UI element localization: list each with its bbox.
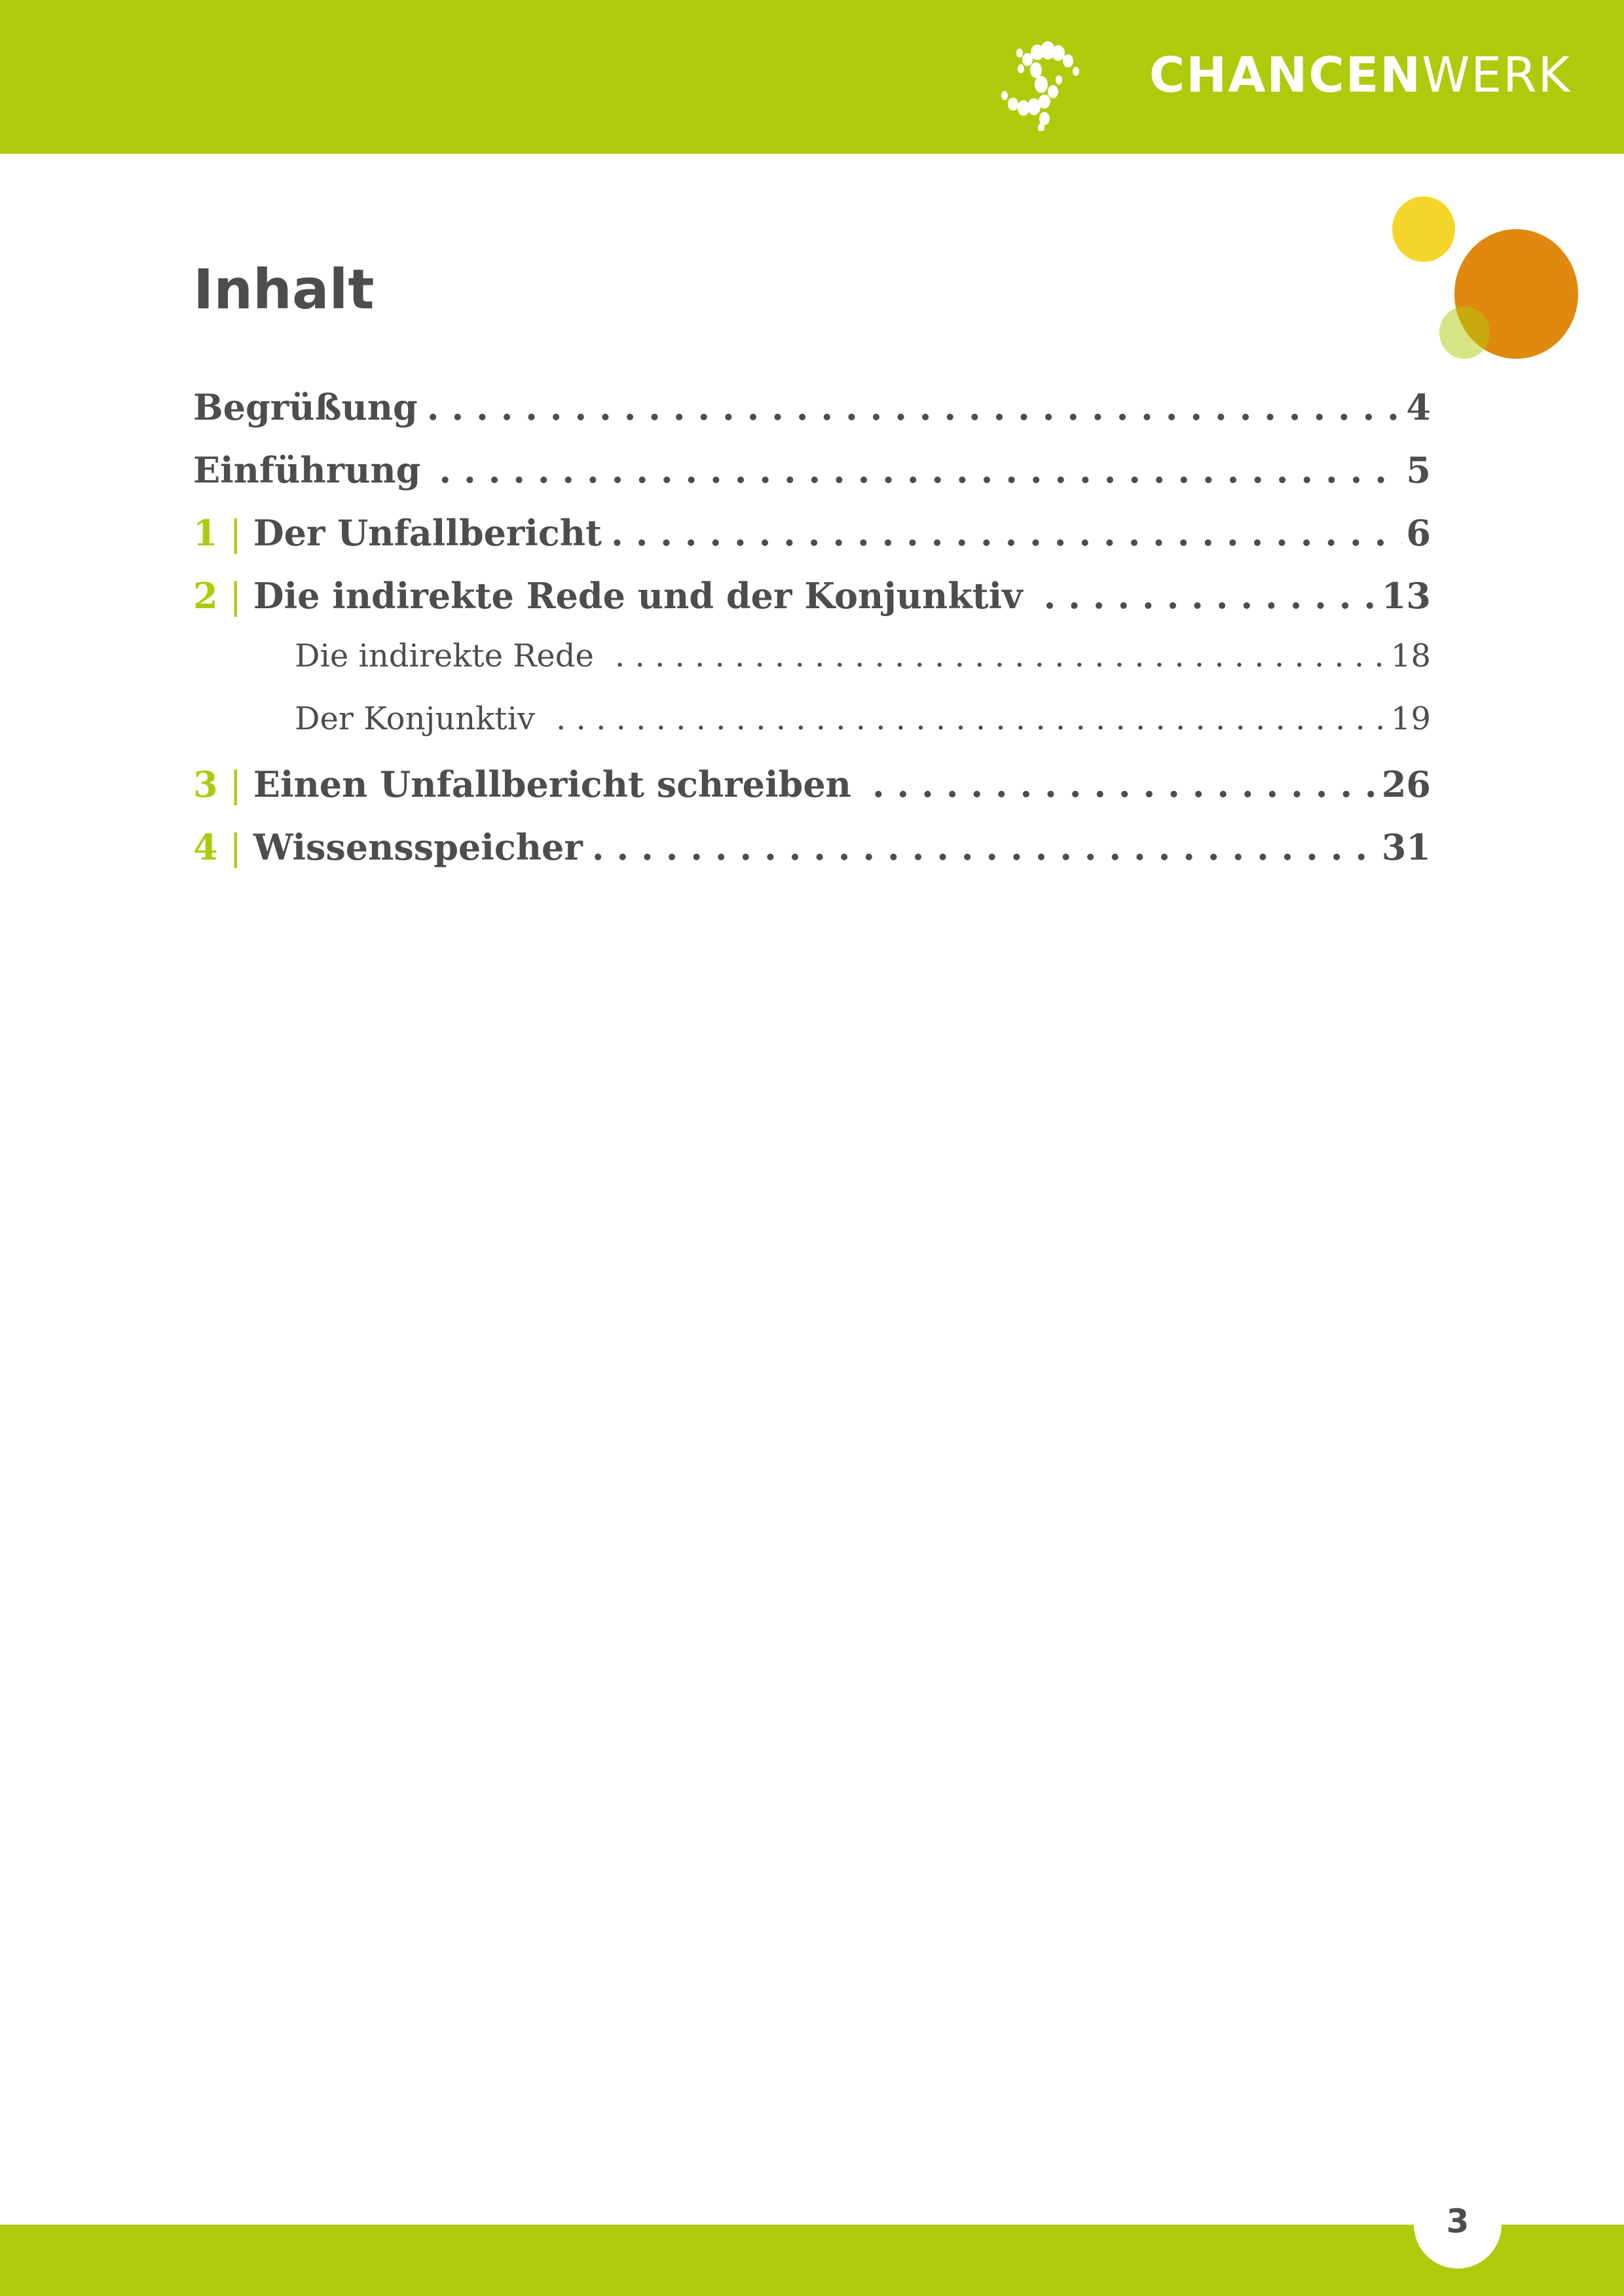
chapter-number: 3 (193, 763, 218, 805)
toc-entry-label: Der Unfallbericht (253, 512, 602, 554)
toc-page-number: 13 (1381, 575, 1431, 617)
toc-entry-einfuehrung[interactable] (193, 449, 1431, 512)
dot-leader (592, 826, 1378, 868)
chapter-separator: | (229, 513, 242, 554)
footer-bar (0, 2225, 1624, 2296)
chapter-separator: | (229, 827, 242, 868)
page-title: Inhalt (193, 257, 375, 321)
page-number: 3 (1446, 2202, 1469, 2240)
toc-entry-chapter-1[interactable] (193, 512, 1431, 575)
toc-page-number: 4 (1406, 386, 1431, 428)
toc-entry-label: Der Konjunktiv (295, 701, 536, 737)
toc-page-number: 31 (1381, 826, 1431, 868)
toc-entry-label: Wissensspeicher (253, 826, 583, 868)
toc-entry-label: Einführung (193, 449, 421, 491)
toc-entry-label: Einen Unfallbericht schreiben (253, 763, 851, 805)
toc-entry-label: Die indirekte Rede (295, 638, 594, 674)
toc-entry-label: Die indirekte Rede und der Konjunktiv (253, 575, 1023, 617)
decorative-yellow-circle (1392, 196, 1455, 262)
dot-leader (439, 449, 1402, 491)
dot-leader (611, 512, 1402, 554)
chapter-number: 1 (193, 512, 218, 554)
chapter-separator: | (229, 764, 242, 805)
toc-page-number: 26 (1381, 763, 1431, 805)
toc-entry-chapter-3[interactable] (193, 763, 1431, 826)
toc-entry-chapter-2[interactable] (193, 575, 1431, 638)
chapter-number: 4 (193, 826, 218, 868)
brand-name-light: WERK (1422, 47, 1572, 103)
table-of-contents (193, 386, 1431, 889)
toc-entry-label: Begrüßung (193, 386, 418, 428)
toc-entry-konjunktiv[interactable] (193, 701, 1431, 763)
toc-entry-begruessung[interactable] (193, 386, 1431, 449)
dots-logo-icon (989, 26, 1126, 131)
toc-page-number: 18 (1390, 638, 1431, 674)
dot-leader (872, 763, 1378, 805)
decorative-green-circle (1439, 306, 1490, 359)
dot-leader (615, 638, 1387, 674)
toc-entry-indirekte-rede[interactable] (193, 638, 1431, 701)
toc-page-number: 6 (1406, 512, 1431, 554)
toc-entry-chapter-4[interactable] (193, 826, 1431, 889)
chancenwerk-logo (989, 26, 1572, 131)
toc-page-number: 5 (1406, 449, 1431, 491)
dot-leader (427, 386, 1403, 428)
chapter-separator: | (229, 575, 242, 617)
dot-leader (1044, 575, 1378, 617)
brand-name (1149, 47, 1572, 103)
chapter-number: 2 (193, 575, 218, 617)
dot-leader (556, 701, 1387, 737)
toc-page-number: 19 (1390, 701, 1431, 737)
brand-name-bold: CHANCEN (1149, 47, 1422, 103)
